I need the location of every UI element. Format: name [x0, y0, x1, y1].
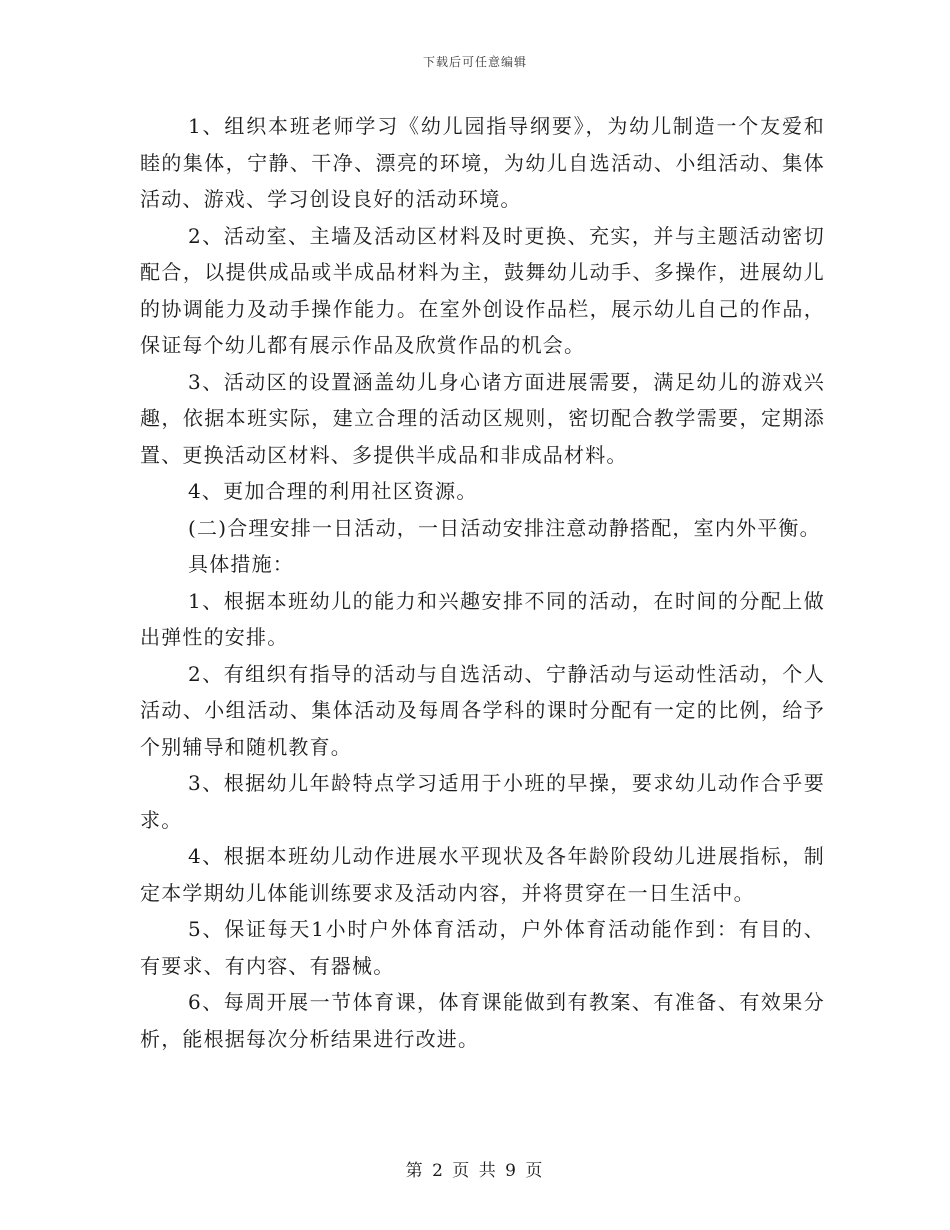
measure-5: 5、保证每天1小时户外体育活动，户外体育活动能作到：有目的、有要求、有内容、有器械。	[140, 917, 825, 978]
paragraph-2: 2、活动室、主墙及活动区材料及时更换、充实，并与主题活动密切配合，以提供成品或半成品材料为主，鼓舞幼儿动手、多操作，进展幼儿的协调能力及动手操作能力。在室外创设作品栏，展示幼儿自己的作品，保证每个幼儿都有展示作品及欣赏作品的机会。	[140, 223, 825, 357]
measure-1: 1、根据本班幼儿的能力和兴趣安排不同的活动，在时间的分配上做出弹性的安排。	[140, 588, 825, 649]
document-body	[140, 108, 825, 1057]
paragraph-1: 1、组织本班老师学习《幼儿园指导纲要》，为幼儿制造一个友爱和睦的集体，宁静、干净、漂亮的环境，为幼儿自选活动、小组活动、集体活动、游戏、学习创设良好的活动环境。	[140, 114, 825, 211]
paragraph-4: 4、更加合理的利用社区资源。	[188, 479, 478, 503]
measure-2: 2、有组织有指导的活动与自选活动、宁静活动与运动性活动，个人活动、小组活动、集体活动及每周各学科的课时分配有一定的比例，给予个别辅导和随机教育。	[140, 661, 825, 759]
measure-6: 6、每周开展一节体育课，体育课能做到有教案、有准备、有效果分析，能根据每次分析结果进行改进。	[140, 990, 825, 1051]
measure-4: 4、根据本班幼儿动作进展水平现状及各年龄阶段幼儿进展指标，制定本学期幼儿体能训练要求及活动内容，并将贯穿在一日生活中。	[140, 844, 825, 905]
paragraph-3: 3、活动区的设置涵盖幼儿身心诸方面进展需要，满足幼儿的游戏兴趣，依据本班实际，建立合理的活动区规则，密切配合教学需要，定期添置、更换活动区材料、多提供半成品和非成品材料。	[140, 369, 825, 467]
measures-heading: 具体措施：	[188, 552, 294, 576]
page-header: 下载后可任意编辑	[422, 55, 527, 69]
page-footer: 第 2 页 共 9 页	[405, 1161, 545, 1181]
section-heading-2: (二)合理安排一日活动，一日活动安排注意动静搭配，室内外平衡。	[188, 515, 821, 540]
measure-3: 3、根据幼儿年龄特点学习适用于小班的早操，要求幼儿动作合乎要求。	[140, 771, 825, 832]
